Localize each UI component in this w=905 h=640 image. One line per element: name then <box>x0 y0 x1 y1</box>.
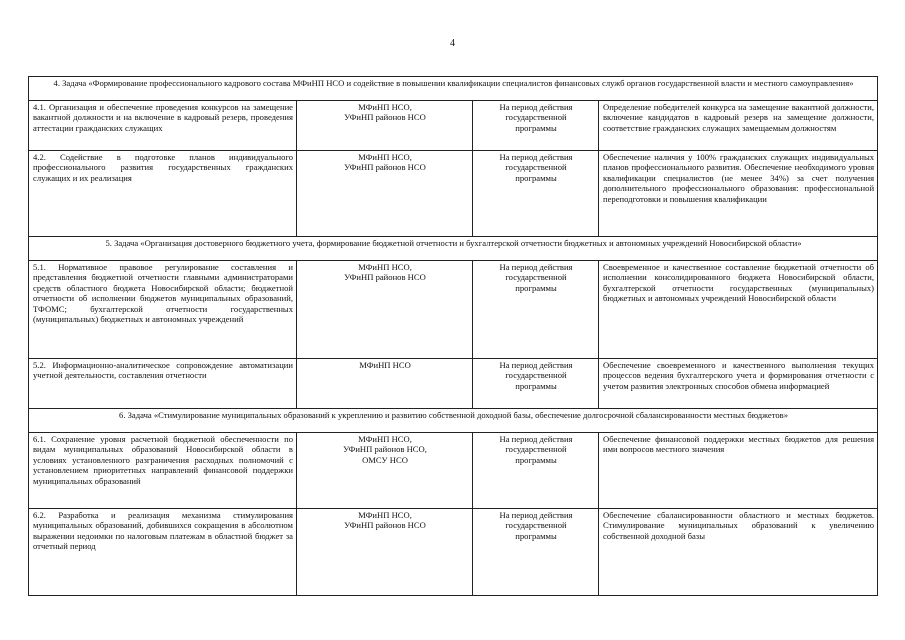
term-line: государственной <box>505 444 567 455</box>
term-line: государственной <box>505 272 567 283</box>
result-cell: Обеспечение сбалансированности областного и местных бюджетов. Стимулирование муниципальных образований к увеличению собственной доходной базы <box>599 509 878 596</box>
term-cell <box>473 509 599 596</box>
action-cell: 5.1. Нормативное правовое регулирование составления и представления бюджетной отчетности главными администраторами средств областного бюджета Новосибирской области; бюджетной отчетности об исполнении бюджетов муниципальных образований, ТФОМС; бухгалтерской отчетности государственных (муниципальных) бюджетных и автономных учреждений <box>29 261 297 359</box>
executor-cell <box>297 359 473 409</box>
table-row <box>29 151 878 237</box>
section-row <box>29 77 878 101</box>
table-row <box>29 359 878 409</box>
executor-line: УФиНП районов НСО, <box>343 444 427 455</box>
action-cell: 4.2. Содействие в подготовке планов индивидуального профессионального развития государственных гражданских служащих и их реализация <box>29 151 297 237</box>
term-line: На период действия <box>499 360 573 370</box>
term-line: государственной <box>505 370 567 381</box>
executor-cell <box>297 151 473 237</box>
executor-line: УФиНП районов НСО <box>344 520 426 531</box>
executor-cell <box>297 509 473 596</box>
section-title: 6. Задача «Стимулирование муниципальных образований к укреплению и развитию собственной доходной базы, обеспечение долгосрочной сбалансированности местных бюджетов» <box>29 409 878 433</box>
measures-table <box>28 76 878 596</box>
term-line: программы <box>515 282 557 293</box>
term-cell <box>473 261 599 359</box>
page-number: 4 <box>450 38 455 49</box>
table-row <box>29 101 878 151</box>
term-line: государственной <box>505 112 567 123</box>
term-cell <box>473 101 599 151</box>
term-cell <box>473 433 599 509</box>
table-row <box>29 433 878 509</box>
executor-line: МФиНП НСО, <box>358 510 412 520</box>
table-row <box>29 261 878 359</box>
executor-line: МФиНП НСО, <box>358 152 412 162</box>
term-line: программы <box>515 172 557 183</box>
result-cell: Своевременное и качественное составление бюджетной отчетности об исполнении консолидированного бюджета Новосибирской области, бухгалтерской отчетности государственных (муниципальных) бюджетных и автономных учреждений Новосибирской области <box>599 261 878 359</box>
action-cell: 5.2. Информационно-аналитическое сопровождение автоматизации учетной деятельности, составления отчетности <box>29 359 297 409</box>
action-cell: 4.1. Организация и обеспечение проведения конкурсов на замещение вакантной должности и на включение в кадровый резерв, проведения аттестации гражданских служащих <box>29 101 297 151</box>
term-line: государственной <box>505 162 567 173</box>
executor-line: МФиНП НСО <box>359 360 411 370</box>
action-cell: 6.1. Сохранение уровня расчетной бюджетной обеспеченности по видам муниципальных образований Новосибирской области в условиях установленного разграничения расходных полномочий с установлением приоритетных направлений финансовой поддержки муниципальных образований <box>29 433 297 509</box>
section-title: 4. Задача «Формирование профессионального кадрового состава МФиНП НСО и содействие в повышении квалификации специалистов финансовых служб органов государственной власти и местного самоуправления» <box>29 77 878 101</box>
action-cell: 6.2. Разработка и реализация механизма стимулирования муниципальных образований, добившихся сокращения в абсолютном выражении недоимки по налоговым платежам в областной бюджет за отчетный период <box>29 509 297 596</box>
result-cell: Обеспечение наличия у 100% гражданских служащих индивидуальных планов профессионального развития. Обеспечение необходимого уровня квалификации специалистов (не менее 34%) за счет получения дополнительного профессионального образования: профессиональной переподготовки и повышения квалификации <box>599 151 878 237</box>
executor-line: МФиНП НСО, <box>358 102 412 112</box>
result-cell: Обеспечение финансовой поддержки местных бюджетов для решения ими вопросов местного значения <box>599 433 878 509</box>
term-line: На период действия <box>499 434 573 444</box>
term-cell <box>473 151 599 237</box>
term-cell <box>473 359 599 409</box>
term-line: На период действия <box>499 152 573 162</box>
executor-cell <box>297 101 473 151</box>
result-cell: Определение победителей конкурса на замещение вакантной должности, включение кандидатов в кадровый резерв на замещение должности, соответствие гражданских служащих замещаемым должностям <box>599 101 878 151</box>
term-line: На период действия <box>499 510 573 520</box>
term-line: На период действия <box>499 102 573 112</box>
executor-cell <box>297 433 473 509</box>
executor-line: УФиНП районов НСО <box>344 272 426 283</box>
term-line: программы <box>515 380 557 391</box>
measures-table-body <box>29 77 878 596</box>
term-line: программы <box>515 530 557 541</box>
executor-line: МФиНП НСО, <box>358 262 412 272</box>
executor-line: УФиНП районов НСО <box>344 162 426 173</box>
executor-line: УФиНП районов НСО <box>344 112 426 123</box>
section-title: 5. Задача «Организация достоверного бюджетного учета, формирование бюджетной отчетности и бухгалтерской отчетности бюджетных и автономных учреждений Новосибирской области» <box>29 237 878 261</box>
section-row <box>29 409 878 433</box>
executor-line: ОМСУ НСО <box>362 454 408 465</box>
term-line: программы <box>515 454 557 465</box>
term-line: программы <box>515 122 557 133</box>
executor-line: МФиНП НСО, <box>358 434 412 444</box>
table-row <box>29 509 878 596</box>
term-line: На период действия <box>499 262 573 272</box>
section-row <box>29 237 878 261</box>
term-line: государственной <box>505 520 567 531</box>
result-cell: Обеспечение своевременного и качественного выполнения текущих процессов ведения бухгалтерского учета и формирования отчетности с учетом развития электронных способов обмена информацией <box>599 359 878 409</box>
executor-cell <box>297 261 473 359</box>
